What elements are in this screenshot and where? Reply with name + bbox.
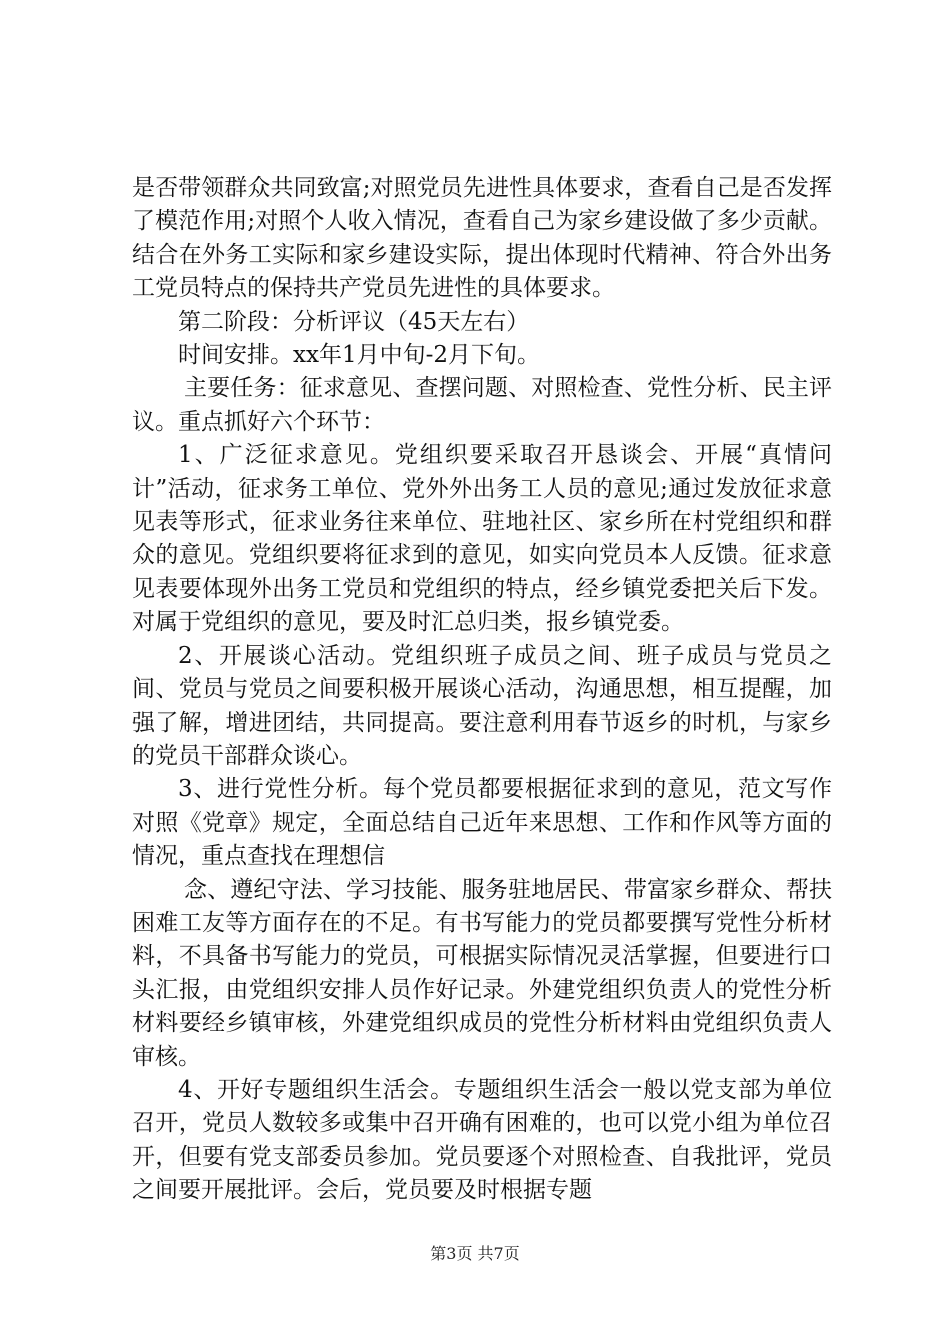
paragraph-item-4: 4、开好专题组织生活会。专题组织生活会一般以党支部为单位召开，党员人数较多或集中召开确有困难的，也可以党小组为单位召开，但要有党支部委员参加。党员要逐个对照检查、自我批评，党员之间要开展批评。会后，党员要及时根据专题: [132, 1076, 832, 1204]
paragraph-item-2: 2、开展谈心活动。党组织班子成员之间、班子成员与党员之间、党员与党员之间要积极开展谈心活动，沟通思想，相互提醒，加强了解，增进团结，共同提高。要注意利用春节返乡的时机，与家乡的党员干部群众谈心。: [132, 642, 832, 769]
page-number: 第3页 共7页: [430, 1244, 520, 1263]
paragraph-item-1: 1、广泛征求意见。党组织要采取召开恳谈会、开展“真情问计”活动，征求务工单位、党外外出务工人员的意见;通过发放征求意见表等形式，征求业务往来单位、驻地社区、家乡所在村党组织和群众的意见。党组织要将征求到的意见，如实向党员本人反馈。征求意见表要体现外出务工党员和党组织的特点，经乡镇党委把关后下发。对属于党组织的意见，要及时汇总归类，报乡镇党委。: [132, 442, 832, 636]
document-body: [132, 172, 832, 1208]
paragraph-time-arrangement: 时间安排。xx年1月中旬-2月下旬。: [178, 342, 540, 369]
section-heading-stage-two: 第二阶段：分析评议（45天左右）: [178, 308, 530, 335]
paragraph-item-3-continued: 念、遵纪守法、学习技能、服务驻地居民、带富家乡群众、帮扶困难工友等方面存在的不足。有书写能力的党员都要撰写党性分析材料，不具备书写能力的党员，可根据实际情况灵活掌握，但要进行口头汇报，由党组织安排人员作好记录。外建党组织负责人的党性分析材料要经乡镇审核，外建党组织成员的党性分析材料由党组织负责人审核。: [132, 876, 832, 1070]
paragraph-continuation: 是否带领群众共同致富;对照党员先进性具体要求，查看自己是否发挥了模范作用;对照个人收入情况，查看自己为家乡建设做了多少贡献。结合在外务工实际和家乡建设实际，提出体现时代精神、符合外出务工党员特点的保持共产党员先进性的具体要求。: [132, 175, 832, 302]
paragraph-item-3: 3、进行党性分析。每个党员都要根据征求到的意见，范文写作对照《党章》规定，全面总结自己近年来思想、工作和作风等方面的情况，重点查找在理想信: [132, 776, 832, 870]
paragraph-main-tasks: 主要任务：征求意见、查摆问题、对照检查、党性分析、民主评议。重点抓好六个环节：: [132, 375, 832, 435]
